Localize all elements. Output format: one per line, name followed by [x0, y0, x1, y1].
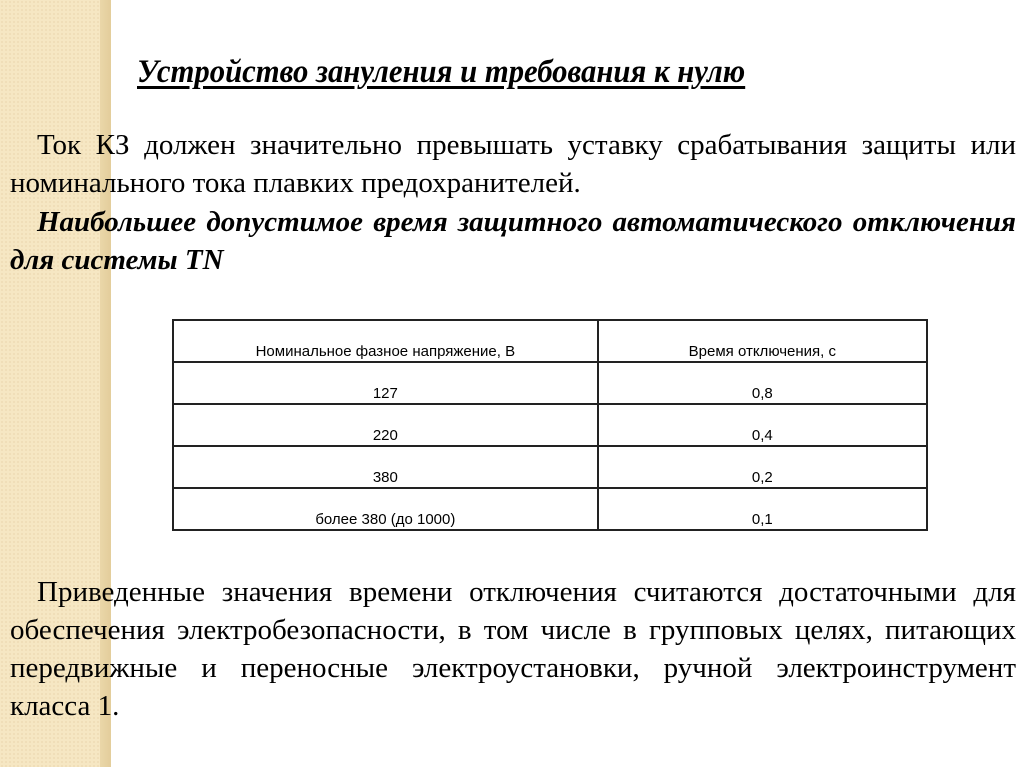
- header-voltage: Номинальное фазное напряжение, В: [173, 320, 598, 362]
- table-row: [173, 488, 927, 530]
- cell-time: 0,4: [598, 404, 927, 446]
- disconnect-time-table: [172, 319, 928, 531]
- cell-voltage: 127: [173, 362, 598, 404]
- table-row: [173, 446, 927, 488]
- table-header-row: [173, 320, 927, 362]
- cell-time: 0,8: [598, 362, 927, 404]
- table-row: [173, 362, 927, 404]
- paragraph-max-time-heading: Наибольшее допустимое время защитного автоматического отключения для системы TN: [10, 206, 1016, 276]
- cell-voltage: 380: [173, 446, 598, 488]
- slide-title: Устройство зануления и требования к нулю: [137, 54, 746, 90]
- paragraph-short-circuit: Ток КЗ должен значительно превышать уставку срабатывания защиты или номинального тока плавких предохранителей.: [10, 129, 1016, 199]
- table-row: [173, 404, 927, 446]
- cell-voltage: 220: [173, 404, 598, 446]
- cell-time: 0,1: [598, 488, 927, 530]
- header-time: Время отключения, с: [598, 320, 927, 362]
- cell-voltage: более 380 (до 1000): [173, 488, 598, 530]
- paragraph-conclusion: Приведенные значения времени отключения считаются достаточными для обеспечения электробезопасности, в том числе в групповых целях, питающих передвижные и переносные электроустановки, ручной электроинструмент класса 1.: [10, 576, 1016, 722]
- cell-time: 0,2: [598, 446, 927, 488]
